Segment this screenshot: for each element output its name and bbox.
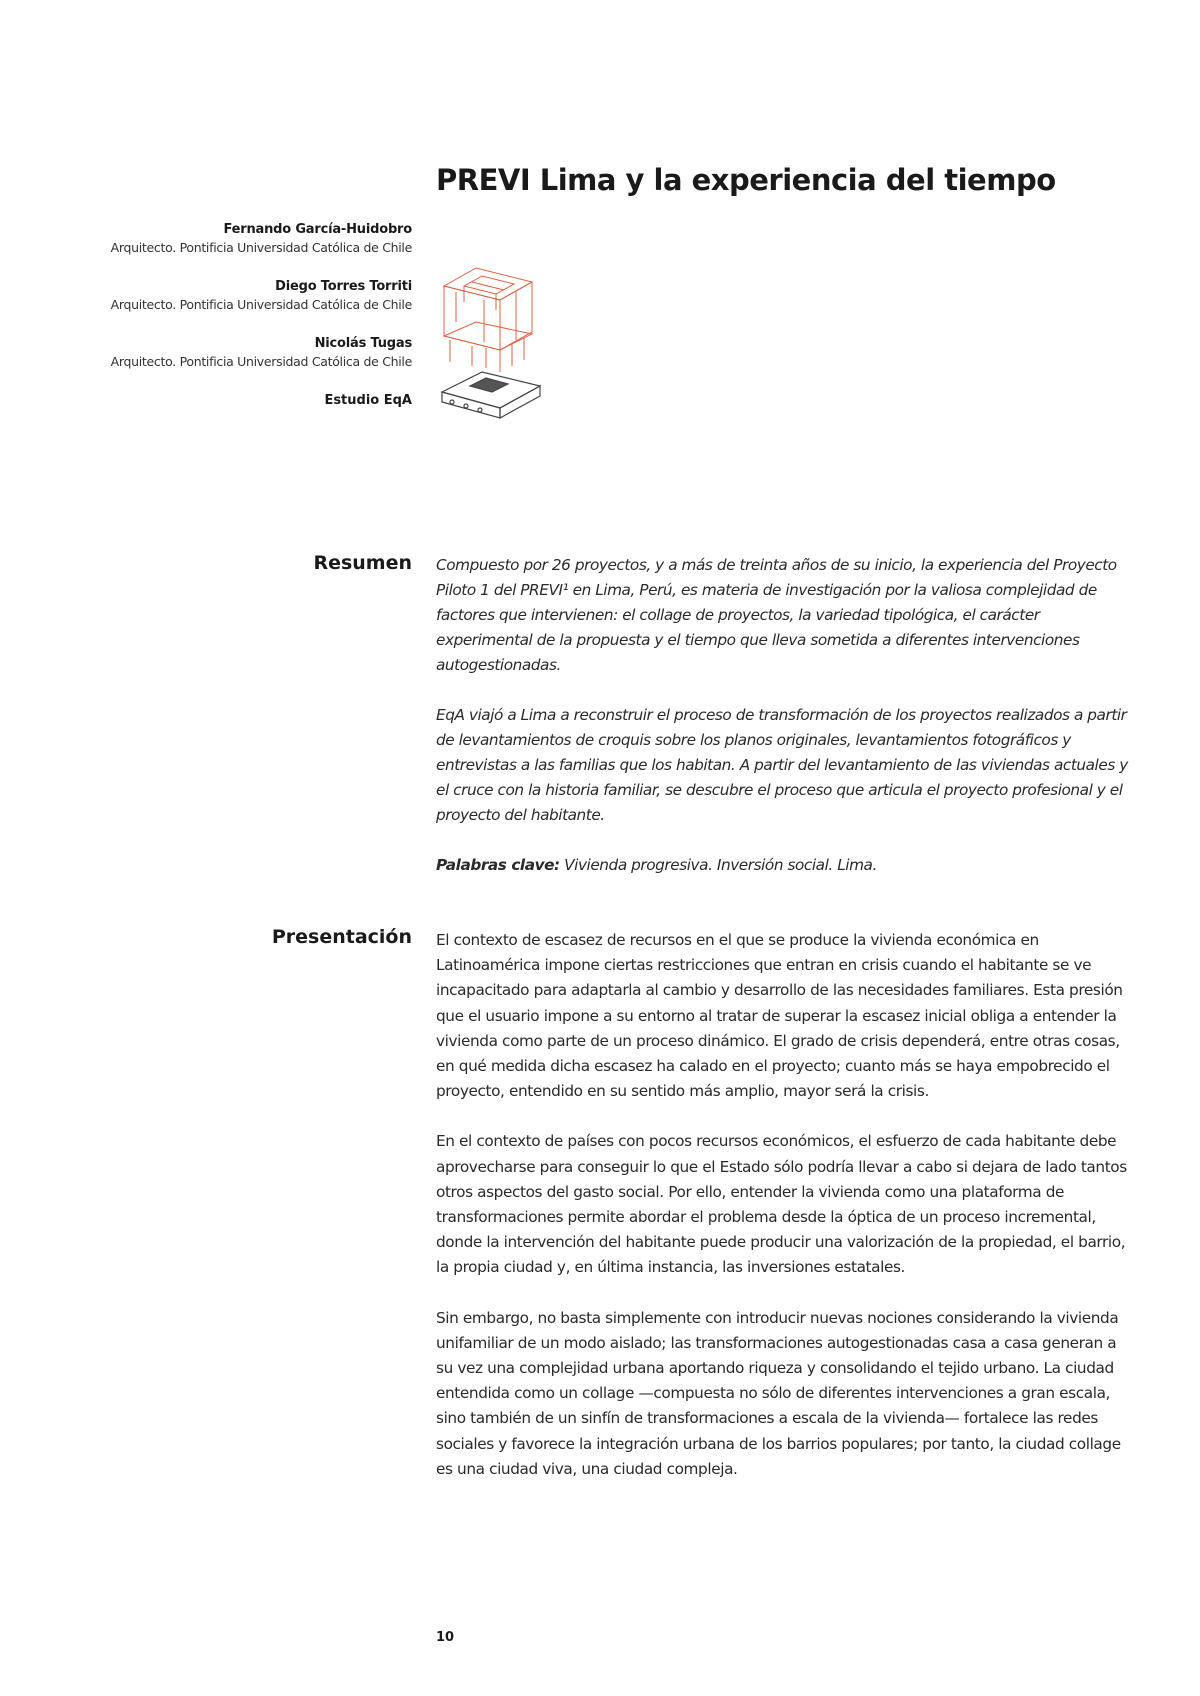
page-number: 10 (436, 1630, 455, 1645)
keywords (436, 853, 1136, 878)
body-paragraph: En el contexto de países con pocos recursos económicos, el esfuerzo de cada habitante debe aprovecharse para conseguir lo que el Estado sólo podría llevar a cabo si dejara de lado tantos otros aspectos del gasto social. Por ello, entender la vivienda como una plataforma de transformaciones permite abordar el problema desde la óptica de un proceso incremental, donde la intervención del habitante puede producir una valorización de la propiedad, el barrio, la propia ciudad y, en última instancia, las inversiones estatales. (436, 1132, 1127, 1277)
keywords-list: Vivienda progresiva. Inversión social. Lima. (559, 856, 877, 874)
keywords-label: Palabras clave: (436, 856, 560, 874)
author-list (60, 220, 412, 410)
axonometric-house-drawing (436, 262, 548, 424)
body-paragraph: El contexto de escasez de recursos en el que se produce la vivienda económica en Latinoamérica impone ciertas restricciones que entran en crisis cuando el habitante se ve incapacitado para adaptarla al cambio y desarrollo de las necesidades familiares. Esta presión que el usuario impone a su entorno al tratar de superar la escasez inicial obliga a entender la vivienda como parte de un proceso dinámico. El grado de crisis dependerá, entre otras cosas, en qué medida dicha escasez ha calado en el proyecto; cuanto más se haya empobrecido el proyecto, entendido en su sentido más amplio, mayor será la crisis. (436, 931, 1123, 1101)
section-label-presentacion: Presentación (271, 926, 412, 948)
body-paragraph: Sin embargo, no basta simplemente con introducir nuevas nociones considerando la vivienda unifamiliar de un modo aislado; las transformaciones autogestionadas casa a casa generan a su vez una complejidad urbana aportando riqueza y consolidando el tejido urbano. La ciudad entendida como un collage —compuesta no sólo de diferentes intervenciones a gran escala, sino también de un sinfín de transformaciones a escala de la vivienda— fortalece las redes sociales y favorece la integración urbana de los barrios populares; por tanto, la ciudad collage es una ciudad viva, una ciudad compleja. (436, 1308, 1121, 1478)
abstract-paragraph: EqA viajó a Lima a reconstruir el proceso de transformación de los proyectos realizados a partir de levantamientos de croquis sobre los planos originales, levantamientos fotográficos y entrevistas a las familias que los habitan. A partir del levantamiento de las viviendas actuales y el cruce con la historia familiar, se descubre el proceso que articula el proyecto profesional y el proyecto del habitante. (436, 706, 1128, 824)
presentation-body (436, 928, 1136, 1507)
author-name: Nicolás Tugas (314, 336, 412, 351)
author-name: Fernando García-Huidobro (223, 222, 412, 237)
author-entry (60, 277, 412, 314)
article-title: PREVI Lima y la experiencia del tiempo (436, 163, 1056, 197)
author-affiliation: Arquitecto. Pontificia Universidad Católica de Chile (110, 354, 412, 369)
author-affiliation: Arquitecto. Pontificia Universidad Católica de Chile (110, 240, 412, 255)
author-entry (60, 220, 412, 257)
author-name: Diego Torres Torriti (275, 279, 412, 294)
studio-name: Estudio EqA (324, 393, 412, 408)
abstract-paragraph: Compuesto por 26 proyectos, y a más de treinta años de su inicio, la experiencia del Proyecto Piloto 1 del PREVI¹ en Lima, Perú, es materia de investigación por la valiosa complejidad de factores que intervienen: el collage de proyectos, la variedad tipológica, el carácter experimental de la propuesta y el tiempo que lleva sometida a diferentes intervenciones autogestionadas. (436, 556, 1117, 674)
abstract (436, 553, 1136, 903)
author-entry (60, 334, 412, 371)
author-affiliation: Arquitecto. Pontificia Universidad Católica de Chile (110, 297, 412, 312)
section-label-resumen: Resumen (313, 552, 412, 574)
